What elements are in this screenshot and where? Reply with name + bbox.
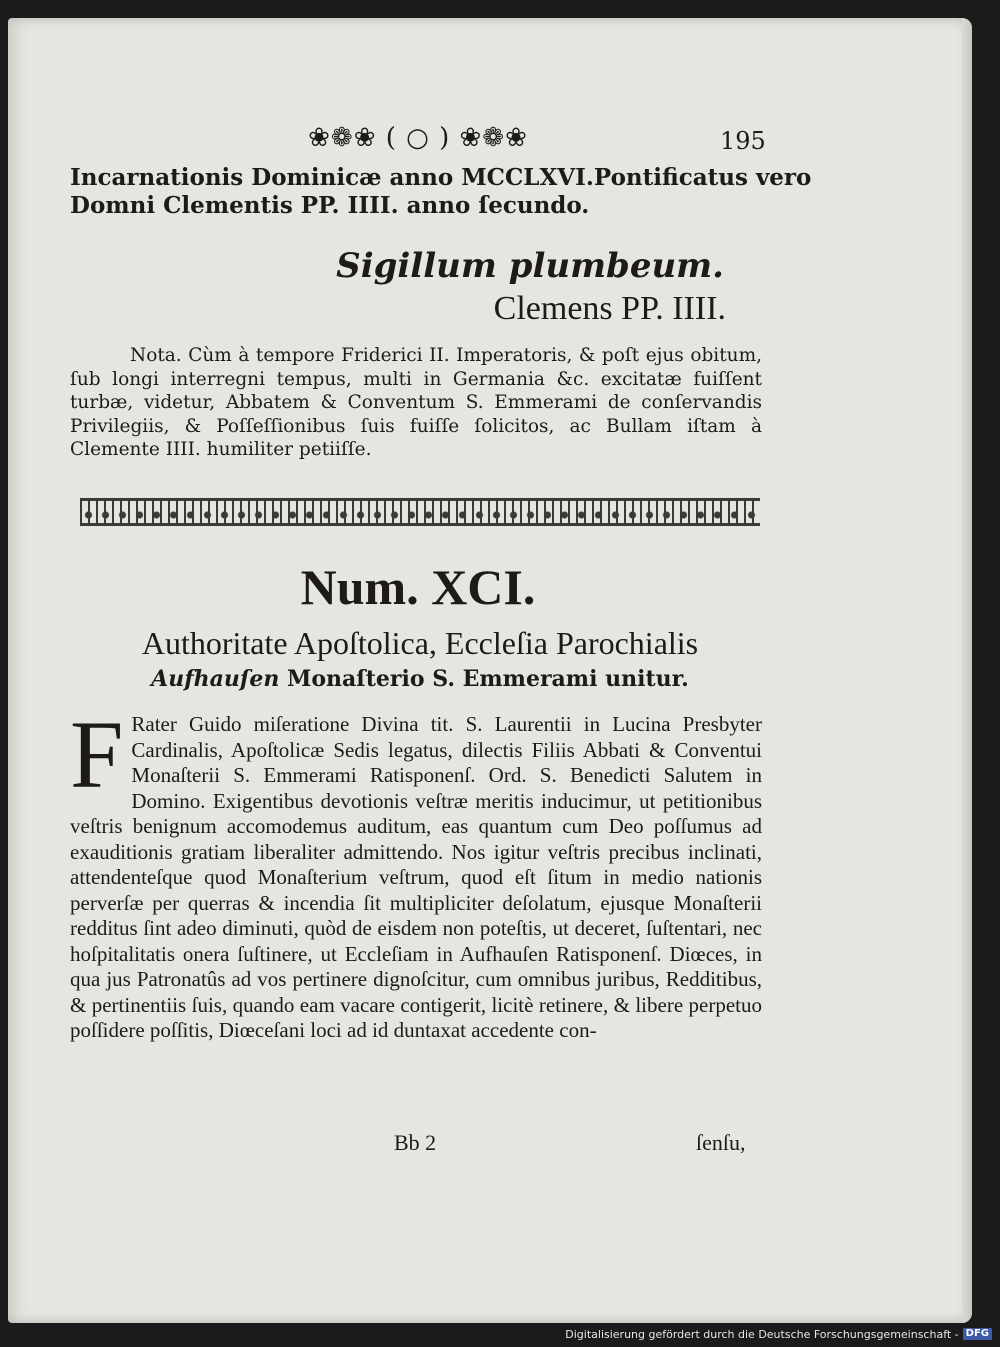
colophon-line-2: Domni Clementis PP. IIII. anno ſecundo. xyxy=(70,192,590,219)
dfg-logo: DFG xyxy=(963,1328,992,1340)
seal-label: Sigillum plumbeum. xyxy=(336,246,724,286)
document-subtitle-rest: Monaſterio S. Emmerami unitur. xyxy=(279,666,689,692)
page-edge xyxy=(962,18,972,1323)
banner-text: Digitalisierung gefördert durch die Deutsche Forschungsgemeinschaft - xyxy=(565,1327,959,1341)
header-ornament: ❀❁❀ ( ○ ) ❀❁❀ xyxy=(308,123,528,153)
nota-text: Cùm à tempore Friderici II. Imperatoris, & poſt ejus obitum, ſub longi interregni tempus, multi in Germania &c. excitatæ fuiſſent turbæ, videtur, Abbatem & Conventum S. Emmerami de conſervandis Privilegiis, & Poſſeſſionibus ſuis fuiſſe ſolicitos, ac Bullam iſtam à Clemente IIII. humiliter petiiſſe. xyxy=(70,345,762,460)
document-title: Authoritate Apoſtolica, Eccleſia Parochialis xyxy=(141,625,699,661)
document-subtitle xyxy=(70,664,770,694)
drop-cap: F xyxy=(70,701,124,808)
book-page xyxy=(8,18,972,1323)
colophon-line-1-right: Pontificatus vero xyxy=(593,164,812,191)
seal-name: Clemens PP. IIII. xyxy=(493,290,726,327)
digitization-banner xyxy=(565,1327,992,1341)
document-number: Num. XCI. xyxy=(300,559,536,615)
signature-mark: Bb 2 xyxy=(394,1130,437,1155)
nota-paragraph xyxy=(70,344,762,462)
page-number: 195 xyxy=(720,127,766,155)
document-subtitle-place: Aufhauſen xyxy=(151,666,280,692)
nota-lead: Nota. xyxy=(130,345,182,366)
ornamental-divider xyxy=(80,498,760,526)
colophon-line-1 xyxy=(70,164,812,192)
colophon xyxy=(70,164,812,220)
catchword: ſenſu, xyxy=(696,1130,746,1155)
colophon-line-1-left: Incarnationis Dominicæ anno MCCLXVI. xyxy=(70,164,594,191)
document-body xyxy=(70,701,762,1044)
body-text: Rater Guido miſeratione Divina tit. S. Laurentii in Lucina Presbyter Cardinalis, Apoſtolicæ Sedis legatus, dilectis Filiis Abbati & Conventui Monaſterii S. Emmerami Ratisponenſ. Ord. S. Benedicti Salutem in Domino. Exigentibus devotionis veſtræ meritis inducimur, ut petitionibus veſtris benignum accomodemus auditum, eas quantum cum Deo poſſumus ad exauditionis gratiam liberaliter admittendo. Nos igitur veſtris precibus inclinati, attendenteſque quod Monaſterium veſtrum, quod eſt ſitum in medio nationis perverſæ per querras & incendia ſit multipliciter deſolatum, ejusque Monaſterii redditus ſint adeo diminuti, quòd de eisdem non poteſtis, ut deceret, ſuſtentari, nec hoſpitalitatis onera ſuſtinere, ut Eccleſiam in Aufhauſen Ratisponenſ. Diœces, in qua jus Patronatûs ad vos pertinere dignoſcitur, cum omnibus juribus, Redditibus, & pertinentiis ſuis, quando eam vacare contigerit, licitè retinere, & libere perpetuo poſſidere poſſitis, Diœceſani loci ad id duntaxat accedente con- xyxy=(70,712,762,1042)
